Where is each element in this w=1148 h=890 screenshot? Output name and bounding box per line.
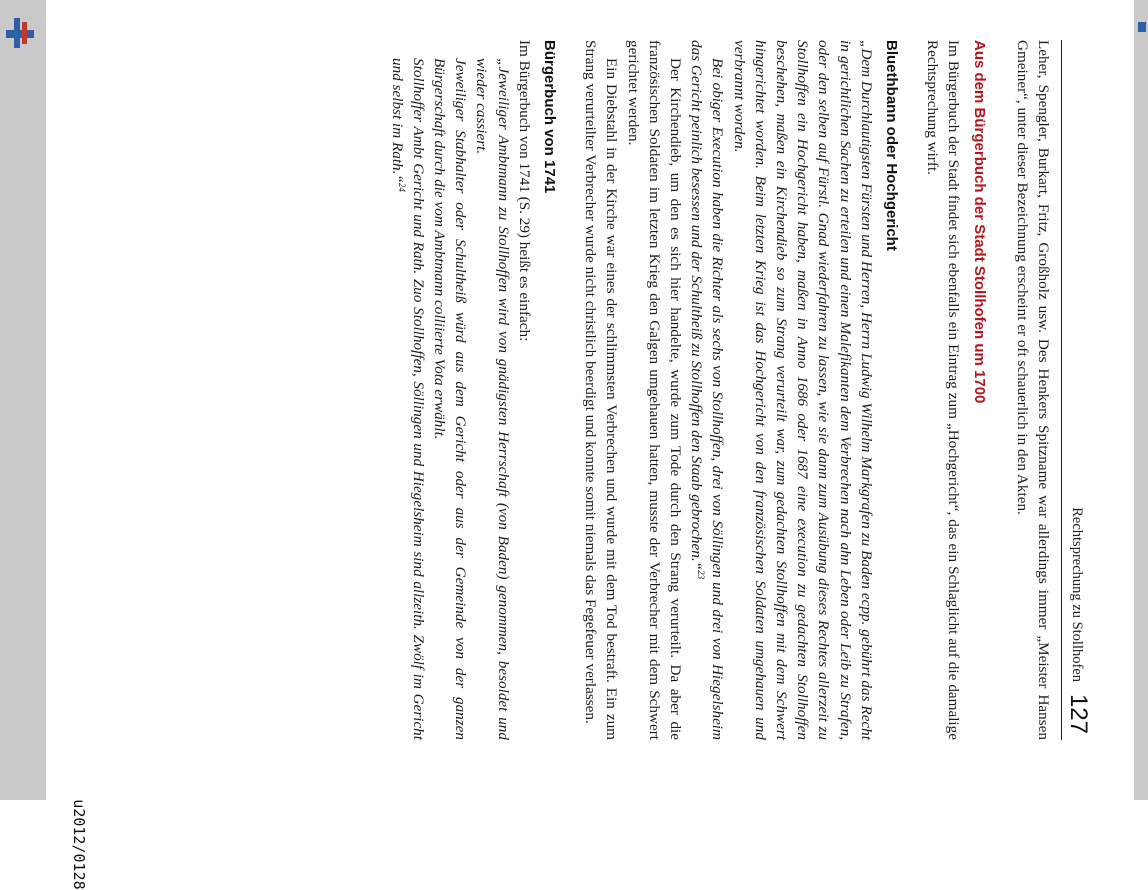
section-heading-buergerbuch-1700: Aus dem Bürgerbuch der Stadt Stollhofen um 1700 [970, 40, 988, 404]
library-logo-accent-icon [22, 22, 27, 44]
page-number: 127 [1065, 693, 1092, 734]
section3-paragraph: Im Bürgerbuch von 1741 (S. 29) heißt es einfach: [515, 40, 533, 342]
ambtmann-quote: „Jeweiliger Ambtmann zu Stollhoffen wird von gnädigsten Herrschaft (von Baden) genommen, besoldet und wieder cassiert. [473, 58, 512, 740]
section2-paragraph-1: Der Kirchendieb, um den es sich hier handelte, wurde zum Tode durch den Strang verurteilt. Da aber die französischen Soldaten im letzten Krieg den Galgen umgehauen hatten, musste der Verbrecher mit dem Schwert gerichtet werden. [624, 40, 684, 740]
section-heading-bluethbann: Bluethbann oder Hochgericht [882, 40, 900, 251]
intro-paragraph: Leher, Spengler, Burkart, Fritz, Großholz usw. Des Henkers Spitzname war allerdings immer „Meister Hansen Gmeiner“, unter dieser Bezeichnung erscheint er oft schauerlich in den Akten. [1013, 40, 1052, 740]
right-viewer-band [1134, 0, 1148, 800]
rath-quote [386, 40, 428, 740]
stabhalter-quote: Jeweiliger Stabhalter oder Schultheiß würd aus dem Gericht oder aus der Gemeinde von der ganzen Bürgerschaft durch die vom Ambtmann colliierte Vota erwählt. [430, 58, 470, 740]
library-logo-icon [6, 30, 34, 38]
footnote-marker: 23 [696, 570, 707, 580]
section1-paragraph: Im Bürgerbuch der Stadt findet sich ebenfalls ein Eintrag zum „Hochgericht“, das ein Schlaglicht auf die damalige Rechtsprechung wirft. [924, 40, 963, 740]
document-page [50, 0, 1110, 800]
hochgericht-quote: „Dem Durchlautigsten Fürsten und Herren, Herrn Ludwig Wilhelm Markgrafen zu Baden ecpp. gebührt das Recht in gerichtlichen Sachen zu erteilen und einen Malefikanten dem Verbrechen nach ahn Leben oder Leib zu Strafen, oder den selben auf Fürstl. Gnad wiederfahren zu lassen, wie sie dann zum Ausübung dieses Rechtes allerzeit zu Stollhoffen ein Hochgericht haben, maßen in Anno 1686 oder 1687 eine execution zu gedachten Stollhoffen beschehen, maßen ein Kirchendieb so zum Strang verurteilt war, zum gedachten Stollhoffen mit dem Schwert hingerichtet worden. Beim letzten Krieg ist das Hochgericht von den französischen Soldaten umgehauen und verbrannt worden. [730, 40, 875, 740]
running-title: Rechtsprechung zu Stollhofen [1069, 507, 1085, 682]
right-logo-icon [1138, 22, 1146, 32]
footnote-marker: 24 [396, 182, 407, 192]
page-content [386, 40, 1054, 740]
running-head [1061, 40, 1102, 740]
library-logo-bar-icon [14, 18, 20, 48]
rath-quote-text: Stollhoffer Ambt Gericht und Rath. Zuo Stollhoffen, Söllingen und Hiegelsheim sind allzeith. Zwölf im Gericht und selbst im Rath.“ [388, 58, 427, 740]
section-heading-buergerbuch-1741: Bürgerbuch von 1741 [540, 40, 558, 194]
section2-paragraph-2: Ein Diebstahl in der Kirche war eines der schlimmsten Verbrechen und wurde mit dem Tod bestraft. Ein zum Strang verurteilter Verbrecher wurde nicht christlich beerdigt und konnte somit niemals das Fegefeuer verlassen. [582, 40, 621, 740]
execution-quote [686, 40, 728, 740]
execution-quote-text: Bei obiger Execution haben die Richter als sechs von Stollhoffen, drei von Söllingen und drei von Hiegelsheim das Gericht peinlich besessen und der Schultheiß zu Stollhoffen den Staab gebrochen.“ [688, 40, 727, 740]
left-viewer-band [0, 0, 46, 800]
